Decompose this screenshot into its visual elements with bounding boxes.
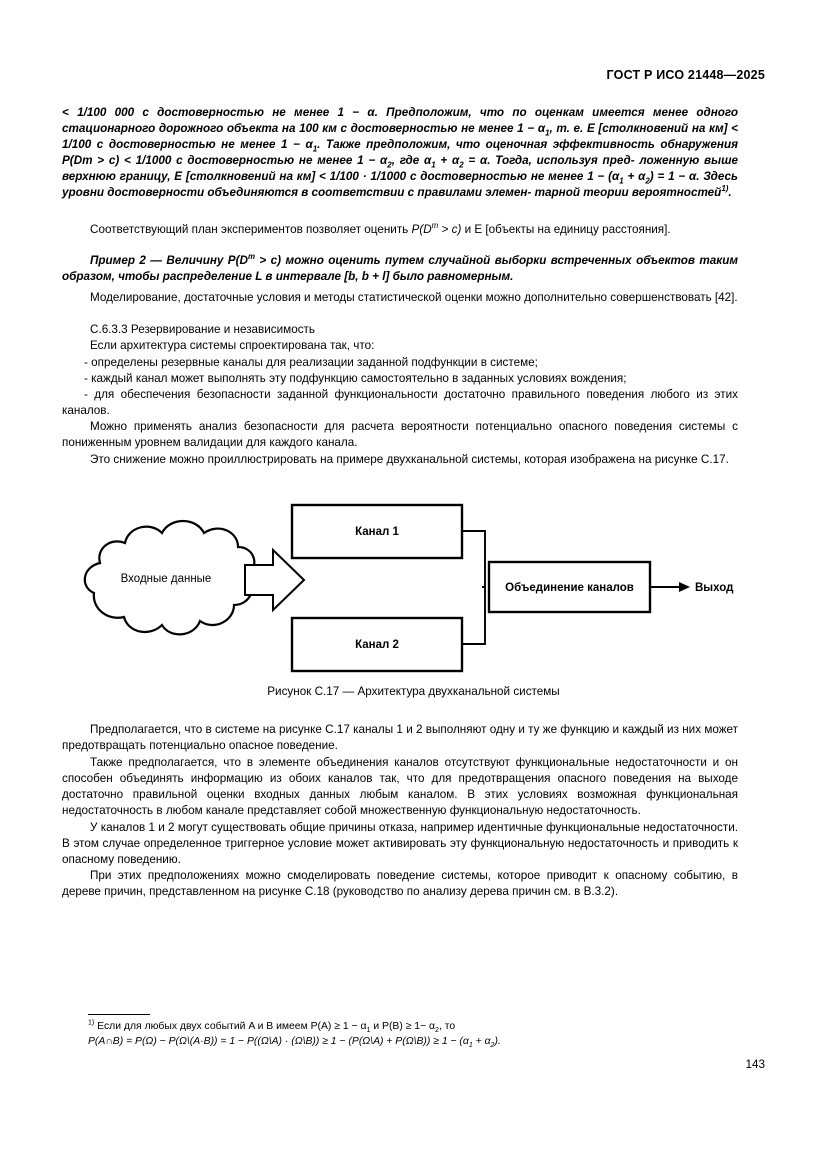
intro-sub-4: 1	[431, 160, 436, 170]
channel-2-label: Канал 2	[355, 639, 399, 651]
channel-1-connector	[462, 531, 485, 587]
body-paragraph-1	[62, 222, 738, 238]
intro-line-5: ложенную выше верхнюю границу, E [столкновений на км] < 1/100 · 1/1000 с достоверностью не менее	[62, 154, 738, 184]
intro-paragraph	[62, 105, 738, 202]
intro-line-3: на км] < 1/100 с достоверностью не менее 1 − α	[62, 122, 739, 152]
figure-caption: Рисунок С.17 — Архитектура двухканальной системы	[267, 685, 560, 698]
intro-line-6: 1 − (α	[587, 170, 620, 184]
footnote-text-1: Если для любых двух событий A и B имеем P(A) ≥ 1 − α	[94, 1021, 367, 1032]
output-label: Выход	[695, 582, 734, 594]
intro-line-3-cont: . Также предположим, что оценочная эффективность	[317, 138, 655, 152]
intro-sub-5: 2	[459, 160, 464, 170]
body-paragraph-2: Моделирование, достаточные условия и методы статистической оценки можно дополнительно совершенствовать [42].	[90, 291, 738, 304]
intro-line-1: < 1/100 000 с достоверностью не менее 1 − α. Предположим, что по оценкам имеется менее одного	[62, 106, 738, 119]
intro-paragraph-block	[62, 105, 738, 202]
body-p1-text-a: Соответствующий план экспериментов позволяет оценить	[90, 223, 412, 236]
body-p1-formula-open: P(D	[411, 223, 432, 236]
paragraph-block-3	[62, 338, 738, 354]
body-p1-formula-close: > c)	[438, 223, 462, 236]
intro-line-4: обнаружения P(Dm > c) < 1/1000 с достоверностью не менее 1 − α	[62, 138, 738, 168]
paragraph-block-6	[62, 722, 738, 754]
example-2-text-a: Пример 2 — Величину P(D	[90, 254, 248, 267]
intro-sub-7: 2	[645, 176, 650, 186]
footnote-separator-rule	[88, 1014, 150, 1015]
example-2-paragraph	[62, 253, 738, 285]
intro-line-4-cont2: + α	[435, 154, 460, 168]
output-arrowhead	[679, 582, 690, 592]
figure-c17-diagram	[62, 495, 738, 690]
paragraph-block-1	[62, 222, 738, 238]
intro-line-6-cont: + α	[623, 170, 646, 184]
body-paragraph-4: Можно применять анализ безопасности для расчета вероятности потенциально опасного поведения системы с пониженным уровнем валидации для каждого канала.	[62, 420, 738, 450]
paragraph-block-2	[62, 290, 738, 306]
footnote-formula-text: P(A∩B) = P(Ω) − P(Ω\(A·B)) = 1 − P((Ω\A) · (Ω\B)) ≥ 1 − (P(Ω\A) + P(Ω\B)) ≥ 1 − (α	[88, 1036, 469, 1047]
example-2-block	[62, 253, 738, 285]
example-2-line-2: таким образом, чтобы распределение L в интервале [b, b + l] было равномерным.	[62, 254, 739, 284]
body-paragraph-6: Предполагается, что в системе на рисунке С.17 каналы 1 и 2 выполняют одну и ту же функцию и каждый из них может предотвращать потенциально опасное поведение.	[62, 723, 738, 753]
intro-line-2-cont: , т. е. E [столкновений	[549, 122, 689, 136]
section-heading: С.6.3.3 Резервирование и независимость	[90, 323, 315, 336]
intro-line-4-cont3: = α. Тогда, используя пред-	[463, 154, 635, 168]
cloud-label: Входные данные	[120, 573, 212, 585]
list-item-1-block	[62, 355, 738, 371]
body-paragraph-9: При этих предположениях можно смоделировать поведение системы, которое приводит к опасному событию, в дереве причин, представленном на рисунке С.18 (руководство по анализу дерева причин см. в В.3.2).	[62, 869, 738, 899]
intro-line-4-cont: , где α	[391, 154, 432, 168]
footnote-formula-sub-1: 1	[468, 1042, 473, 1050]
intro-line-7: тарной теории вероятностей	[534, 186, 722, 200]
example-2-superscript: m	[247, 252, 255, 262]
list-item-3-block	[62, 387, 738, 419]
body-paragraph-5: Это снижение можно проиллюстрировать на примере двухканальной системы, которая изображена на рисунке С.17.	[90, 453, 729, 466]
body-p1-text-b: и E [объекты на единицу расстояния].	[461, 223, 671, 236]
body-paragraph-3: Если архитектура системы спроектирована так, что:	[90, 339, 375, 352]
intro-sub-3: 2	[387, 160, 392, 170]
paragraph-block-9	[62, 868, 738, 900]
intro-line-7-end: .	[728, 186, 732, 200]
intro-sub-1: 1	[545, 128, 550, 138]
footnote-reference-marker[interactable]: 1)	[721, 184, 729, 194]
paragraph-block-5	[62, 452, 738, 468]
intro-line-6-cont2: ) = 1 − α. Здесь уровни достоверности объединяются в соответствии с правилами элемен-	[62, 170, 738, 200]
intro-sub-6: 1	[619, 176, 624, 186]
list-item: - каждый канал может выполнять эту подфункцию самостоятельно в заданных условиях вождения;	[84, 372, 627, 385]
intro-line-2: стационарного дорожного объекта на 100 км с достоверностью не менее 1 − α	[62, 122, 546, 136]
paragraph-block-7	[62, 755, 738, 819]
footnote-text-2: и P(B) ≥ 1− α	[370, 1021, 436, 1032]
channel-1-label: Канал 1	[355, 526, 399, 538]
paragraph-block-8	[62, 820, 738, 868]
footnote-formula-end: ).	[494, 1036, 501, 1047]
body-paragraph-8: У каналов 1 и 2 могут существовать общие причины отказа, например идентичные функциональные недостаточности. В этом случае определенное триггерное условие может активировать эту функциональную недостаточность и приводить к опасному поведению.	[62, 821, 738, 867]
footnote-block	[88, 1019, 738, 1049]
merge-label: Объединение каналов	[505, 582, 634, 594]
list-item: - определены резервные каналы для реализации заданной подфункции в системе;	[84, 356, 538, 369]
footnote-sub-1: 1	[366, 1027, 371, 1035]
paragraph-block-4	[62, 419, 738, 451]
section-heading-block	[62, 322, 738, 338]
footnote-formula-mid: + α	[472, 1036, 491, 1047]
intro-sub-2: 1	[312, 144, 318, 154]
footnote-formula-sub-2: 2	[490, 1042, 495, 1050]
page-number: 143	[745, 1058, 765, 1071]
list-item: - для обеспечения безопасности заданной функциональности достаточно правильного поведения любого из этих каналов.	[62, 388, 738, 418]
document-header-standard-number: ГОСТ Р ИСО 21448—2025	[606, 68, 765, 82]
footnote-text-3: , то	[438, 1021, 456, 1032]
body-p1-formula-sup: m	[431, 221, 439, 231]
footnote-formula-line	[88, 1034, 738, 1049]
example-2-text-b: > c) можно оценить путем случайной выборки встреченных объектов	[255, 254, 695, 267]
footnote-sub-2: 2	[435, 1027, 439, 1035]
footnote-line-1	[88, 1019, 456, 1035]
list-item-2-block	[62, 371, 738, 387]
body-paragraph-7: Также предполагается, что в элементе объединения каналов отсутствуют функциональные недостаточности и он способен объединять информацию из обоих каналов так, что для предотвращения опасного поведения на выходе достаточно правильной оценки входных данных любым каналом. В этих условиях возможная функциональная недостаточность в любом канале представляет собой множественную функциональную недостаточность.	[62, 756, 738, 818]
footnote-marker: 1)	[88, 1019, 95, 1027]
channel-2-connector	[462, 587, 485, 644]
